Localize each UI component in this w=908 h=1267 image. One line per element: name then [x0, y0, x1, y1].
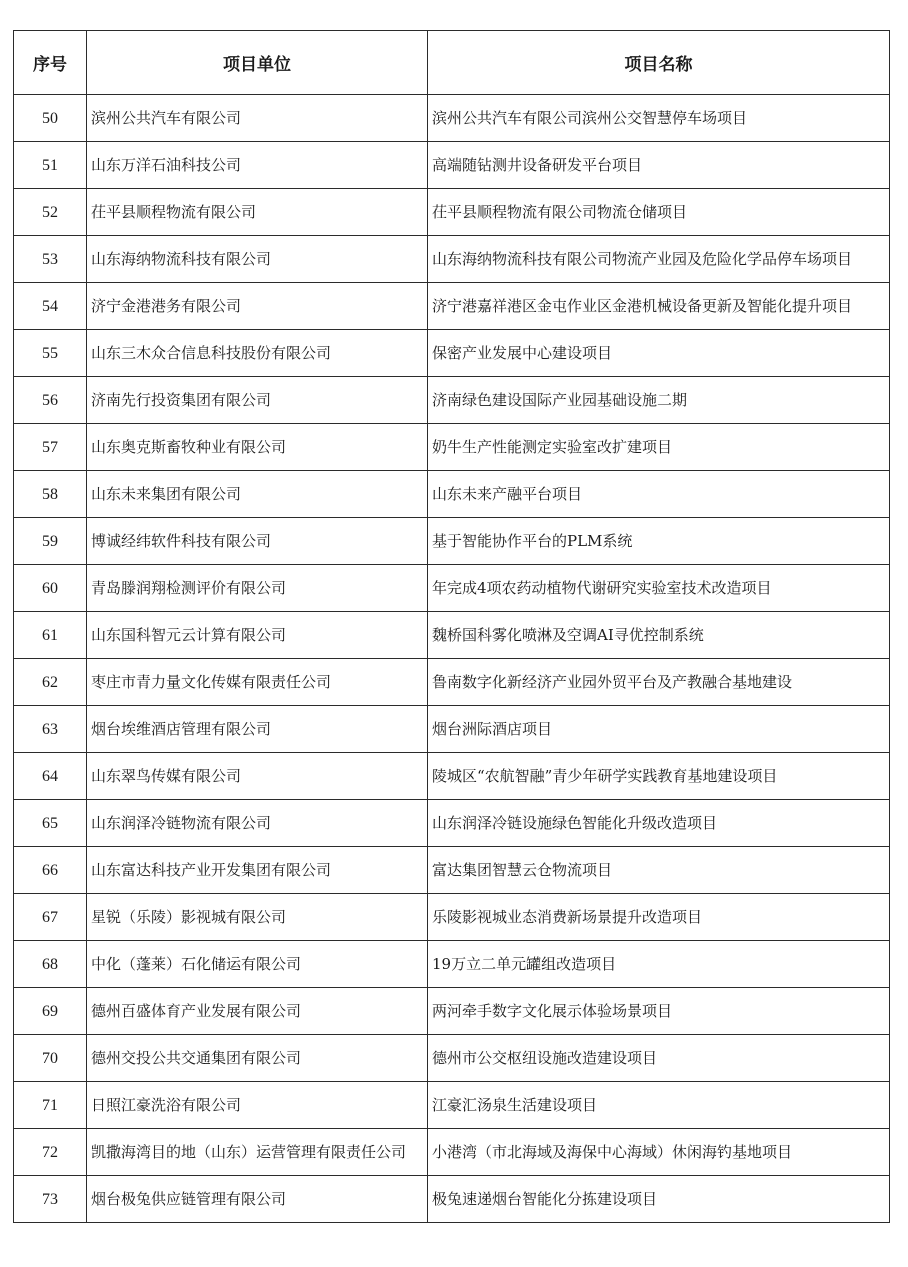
table-row: [14, 800, 890, 847]
row-number: 50: [14, 95, 87, 142]
row-number: 53: [14, 236, 87, 283]
project-name-cell: 陵城区“农航智融”青少年研学实践教育基地建设项目: [428, 753, 890, 800]
table-row: [14, 142, 890, 189]
project-unit-cell: 山东润泽冷链物流有限公司: [87, 800, 428, 847]
row-number: 58: [14, 471, 87, 518]
project-unit-cell: 山东万洋石油科技公司: [87, 142, 428, 189]
project-unit-cell: 山东富达科技产业开发集团有限公司: [87, 847, 428, 894]
project-name-cell: 乐陵影视城业态消费新场景提升改造项目: [428, 894, 890, 941]
header-name: 项目名称: [428, 31, 890, 95]
table-row: [14, 753, 890, 800]
table-row: [14, 1082, 890, 1129]
row-number: 73: [14, 1176, 87, 1223]
table-row: [14, 659, 890, 706]
project-unit-cell: 凯撒海湾目的地（山东）运营管理有限责任公司: [87, 1129, 428, 1176]
project-name-cell: 年完成4项农药动植物代谢研究实验室技术改造项目: [428, 565, 890, 612]
row-number: 60: [14, 565, 87, 612]
project-unit-cell: 德州百盛体育产业发展有限公司: [87, 988, 428, 1035]
project-unit-cell: 济南先行投资集团有限公司: [87, 377, 428, 424]
project-unit-cell: 枣庄市青力量文化传媒有限责任公司: [87, 659, 428, 706]
project-table: [13, 30, 890, 1223]
table-row: [14, 189, 890, 236]
row-number: 54: [14, 283, 87, 330]
table-row: [14, 377, 890, 424]
row-number: 72: [14, 1129, 87, 1176]
table-row: [14, 471, 890, 518]
project-unit-cell: 山东翠鸟传媒有限公司: [87, 753, 428, 800]
row-number: 63: [14, 706, 87, 753]
row-number: 52: [14, 189, 87, 236]
project-name-cell: 高端随钻测井设备研发平台项目: [428, 142, 890, 189]
project-name-cell: 19万立二单元罐组改造项目: [428, 941, 890, 988]
project-unit-cell: 山东三木众合信息科技股份有限公司: [87, 330, 428, 377]
header-no: 序号: [14, 31, 87, 95]
project-name-cell: 江豪汇汤泉生活建设项目: [428, 1082, 890, 1129]
header-row: [14, 31, 890, 95]
table-row: [14, 847, 890, 894]
project-name-cell: 德州市公交枢纽设施改造建设项目: [428, 1035, 890, 1082]
table-row: [14, 283, 890, 330]
header-unit: 项目单位: [87, 31, 428, 95]
project-unit-cell: 山东国科智元云计算有限公司: [87, 612, 428, 659]
project-name-cell: 富达集团智慧云仓物流项目: [428, 847, 890, 894]
table-row: [14, 330, 890, 377]
table-row: [14, 95, 890, 142]
table-row: [14, 612, 890, 659]
project-name-cell: 魏桥国科雾化喷淋及空调AI寻优控制系统: [428, 612, 890, 659]
row-number: 56: [14, 377, 87, 424]
project-name-cell: 滨州公共汽车有限公司滨州公交智慧停车场项目: [428, 95, 890, 142]
row-number: 51: [14, 142, 87, 189]
table-row: [14, 894, 890, 941]
table-row: [14, 1176, 890, 1223]
project-unit-cell: 济宁金港港务有限公司: [87, 283, 428, 330]
table-row: [14, 706, 890, 753]
row-number: 68: [14, 941, 87, 988]
row-number: 62: [14, 659, 87, 706]
project-name-cell: 小港湾（市北海域及海保中心海域）休闲海钓基地项目: [428, 1129, 890, 1176]
project-unit-cell: 日照江豪洗浴有限公司: [87, 1082, 428, 1129]
project-unit-cell: 中化（蓬莱）石化储运有限公司: [87, 941, 428, 988]
project-unit-cell: 星锐（乐陵）影视城有限公司: [87, 894, 428, 941]
project-name-cell: 保密产业发展中心建设项目: [428, 330, 890, 377]
row-number: 59: [14, 518, 87, 565]
row-number: 66: [14, 847, 87, 894]
project-unit-cell: 山东奥克斯畜牧种业有限公司: [87, 424, 428, 471]
project-name-cell: 鲁南数字化新经济产业园外贸平台及产教融合基地建设: [428, 659, 890, 706]
table-row: [14, 565, 890, 612]
table-row: [14, 236, 890, 283]
row-number: 64: [14, 753, 87, 800]
project-name-cell: 基于智能协作平台的PLM系统: [428, 518, 890, 565]
table-row: [14, 518, 890, 565]
project-name-cell: 山东海纳物流科技有限公司物流产业园及危险化学品停车场项目: [428, 236, 890, 283]
table-row: [14, 941, 890, 988]
project-unit-cell: 山东海纳物流科技有限公司: [87, 236, 428, 283]
project-unit-cell: 博诚经纬软件科技有限公司: [87, 518, 428, 565]
project-name-cell: 极兔速递烟台智能化分拣建设项目: [428, 1176, 890, 1223]
row-number: 57: [14, 424, 87, 471]
row-number: 61: [14, 612, 87, 659]
project-name-cell: 济南绿色建设国际产业园基础设施二期: [428, 377, 890, 424]
project-name-cell: 奶牛生产性能测定实验室改扩建项目: [428, 424, 890, 471]
project-unit-cell: 茌平县顺程物流有限公司: [87, 189, 428, 236]
project-name-cell: 烟台洲际酒店项目: [428, 706, 890, 753]
project-unit-cell: 烟台极兔供应链管理有限公司: [87, 1176, 428, 1223]
row-number: 70: [14, 1035, 87, 1082]
row-number: 65: [14, 800, 87, 847]
project-name-cell: 两河牵手数字文化展示体验场景项目: [428, 988, 890, 1035]
table-body: [14, 95, 890, 1223]
table-row: [14, 1035, 890, 1082]
table-row: [14, 424, 890, 471]
project-name-cell: 济宁港嘉祥港区金屯作业区金港机械设备更新及智能化提升项目: [428, 283, 890, 330]
project-unit-cell: 滨州公共汽车有限公司: [87, 95, 428, 142]
project-name-cell: 山东润泽冷链设施绿色智能化升级改造项目: [428, 800, 890, 847]
row-number: 69: [14, 988, 87, 1035]
project-name-cell: 山东未来产融平台项目: [428, 471, 890, 518]
project-name-cell: 茌平县顺程物流有限公司物流仓储项目: [428, 189, 890, 236]
project-unit-cell: 青岛滕润翔检测评价有限公司: [87, 565, 428, 612]
project-unit-cell: 山东未来集团有限公司: [87, 471, 428, 518]
table-row: [14, 1129, 890, 1176]
table-header: [14, 31, 890, 95]
row-number: 67: [14, 894, 87, 941]
row-number: 71: [14, 1082, 87, 1129]
table-row: [14, 988, 890, 1035]
project-unit-cell: 烟台埃维酒店管理有限公司: [87, 706, 428, 753]
project-unit-cell: 德州交投公共交通集团有限公司: [87, 1035, 428, 1082]
row-number: 55: [14, 330, 87, 377]
